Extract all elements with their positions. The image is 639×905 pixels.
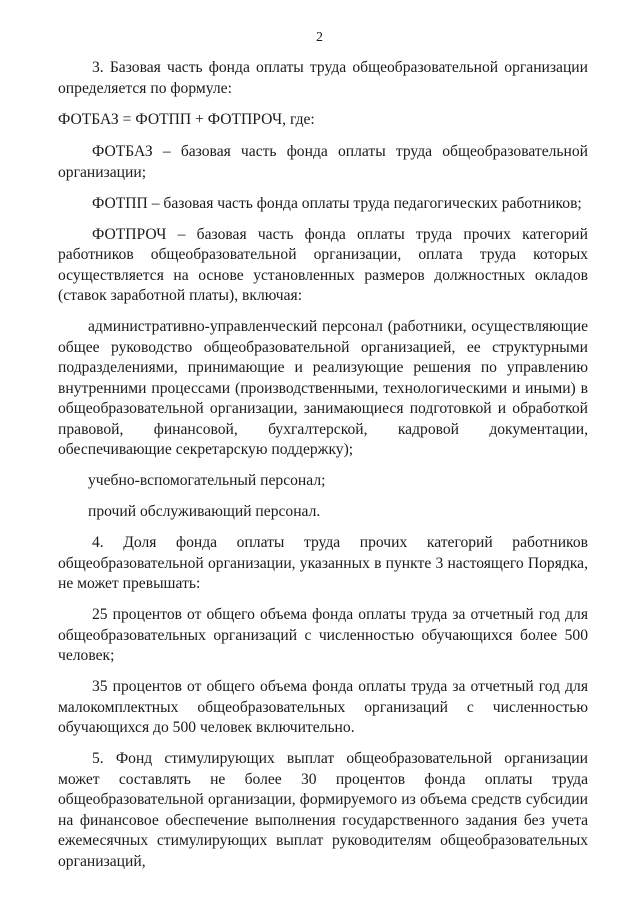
definition-fotpp: ФОТПП – базовая часть фонда оплаты труда педагогических работников; — [92, 194, 582, 212]
paragraph-25-percent: 25 процентов от общего объема фонда оплаты труда за отчетный год для общеобразовательных организаций с численностью обучающихся более 500 человек; — [58, 606, 588, 664]
definition-fotproch: ФОТПРОЧ – базовая часть фонда оплаты труда прочих категорий работников общеобразовательной организации, оплата труда которых осуществляется на основе установленных размеров должностных окладов (ставок заработной платы), включая: — [58, 225, 588, 304]
list-item-service-staff: прочий обслуживающий персонал. — [88, 503, 321, 520]
formula-fotbaz: ФОТБАЗ = ФОТПП + ФОТПРОЧ, где: — [58, 110, 315, 128]
paragraph-35-percent: 35 процентов от общего объема фонда оплаты труда за отчетный год для малокомплектных общеобразовательных организаций с численностью обучающихся до 500 человек включительно. — [58, 678, 588, 736]
paragraph-clause-5: 5. Фонд стимулирующих выплат общеобразовательной организации может составлять не более 30 процентов фонда оплаты труда общеобразовательной организации, формируемого из объема средств субсидии на финансовое обеспечение выполнения государственного задания без учета ежемесячных стимулирующих выплат руководителям общеобразовательных организаций, — [58, 750, 588, 870]
list-item-support-staff: учебно-вспомогательный персонал; — [88, 472, 326, 489]
paragraph-clause-4: 4. Доля фонда оплаты труда прочих категорий работников общеобразовательной организации, указанных в пункте 3 настоящего Порядка, не может превышать: — [58, 534, 588, 592]
list-item-admin-staff: административно-управленческий персонал (работники, осуществляющие общее руководство общеобразовательной организацией, ее структурными подразделениями, принимающие и реализующие решения по управлению внутренними процессами (производственными, технологическими и иными) в общеобразовательной организации, занимающиеся подготовкой и обработкой правовой, финансовой, бухгалтерской, кадровой документации, обеспечивающие секретарскую поддержку); — [58, 318, 588, 458]
document-body — [58, 58, 588, 883]
definition-fotbaz: ФОТБАЗ – базовая часть фонда оплаты труда общеобразовательной организации; — [58, 143, 588, 181]
page-number: 2 — [316, 30, 323, 45]
paragraph-clause-3: 3. Базовая часть фонда оплаты труда общеобразовательной организации определяется по формуле: — [58, 59, 588, 97]
